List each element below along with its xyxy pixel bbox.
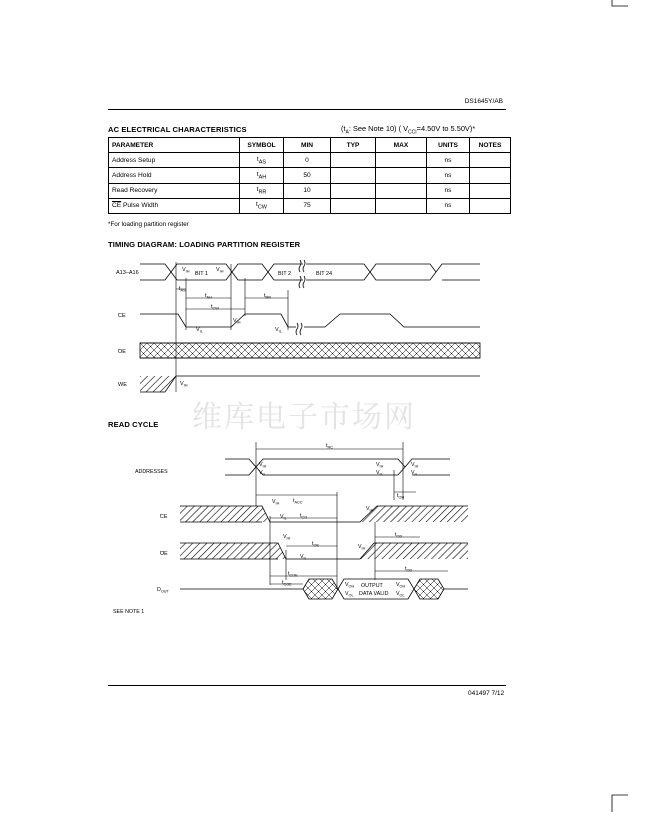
dout-transition-right — [414, 579, 444, 599]
t-acc-label: $t_{ACC}$ — [293, 498, 303, 505]
data-valid-label: DATA VALID — [359, 591, 389, 597]
symbol-cell: $t_{AS}$ — [240, 153, 284, 168]
signal-dout: $D_{OUT}$ — [157, 587, 169, 594]
read-cycle-title: READ CYCLE — [108, 420, 159, 429]
oe-hatch-right — [360, 543, 468, 559]
vih-label: $V_{IH}$ — [283, 534, 291, 541]
symbol-cell: $t_{RR}$ — [240, 183, 284, 198]
vih-label: $V_{IH}$ — [233, 318, 241, 325]
table-footnote: *For loading partition register — [108, 221, 189, 228]
oe-dont-care-region — [140, 343, 480, 358]
output-label: OUTPUT — [361, 583, 383, 589]
ac-section-title: AC ELECTRICAL CHARACTERISTICS — [108, 125, 247, 134]
col-typ: TYP — [331, 138, 376, 153]
vih-label: $V_{IH}$ — [180, 381, 188, 388]
vil-label: $V_{IL}$ — [280, 514, 287, 521]
vol-label: $V_{OL}$ — [396, 591, 405, 598]
min-cell: 50 — [284, 168, 331, 183]
see-note-label: SEE NOTE 1 — [113, 609, 145, 615]
vil-label: $V_{IL}$ — [376, 470, 383, 477]
t-ah-label: $t_{AH}$ — [205, 293, 212, 300]
signal-we: WE — [118, 382, 127, 388]
min-cell: 0 — [284, 153, 331, 168]
voh-label: $V_{OH}$ — [396, 582, 406, 589]
read-signal-oe: OE — [160, 551, 168, 557]
t-rc-label: $t_{RC}$ — [326, 443, 333, 450]
col-symbol: SYMBOL — [240, 138, 284, 153]
address-waveform — [140, 260, 480, 288]
vih-label: $V_{IH}$ — [182, 267, 190, 274]
bit2-label: BIT 2 — [278, 271, 292, 277]
signal-ce: CE — [118, 313, 126, 319]
t-oh-label: $t_{OH}$ — [397, 493, 405, 500]
t-oe-label: $t_{OE}$ — [312, 541, 319, 548]
read-address-waveform — [225, 459, 256, 475]
voh-label: $V_{OH}$ — [345, 582, 355, 589]
bit1-label: BIT 1 — [195, 271, 209, 277]
vil-label: $V_{IL}$ — [411, 470, 418, 477]
signal-a13-a16: A13–A16 — [116, 270, 139, 276]
corner-mark-top — [612, 0, 628, 6]
param-cell: $\overline{CE}$ Pulse Width — [109, 198, 240, 213]
t-cw-label: $t_{CW}$ — [211, 304, 219, 311]
vih-label: $V_{IH}$ — [216, 267, 224, 274]
footer-rule — [108, 685, 506, 686]
signal-oe: OE — [118, 349, 126, 355]
col-min: MIN — [284, 138, 331, 153]
units-cell: ns — [427, 198, 470, 213]
partition-register-timing — [140, 260, 480, 392]
dout-transition-left — [303, 579, 338, 599]
we-waveform — [140, 376, 480, 392]
units-cell: ns — [427, 183, 470, 198]
col-notes: NOTES — [470, 138, 511, 153]
param-cell: Read Recovery — [109, 183, 240, 198]
ce-hatch-left — [180, 506, 270, 522]
param-cell: Address Hold — [109, 168, 240, 183]
vih-label: $V_{IH}$ — [358, 544, 366, 551]
t-rr-label: $t_{RR}$ — [264, 293, 272, 300]
read-signal-ce: CE — [160, 514, 168, 520]
ce-hatch-right — [360, 506, 468, 522]
t-od-label: $t_{OD}$ — [405, 566, 413, 573]
t-od-label: $t_{OD}$ — [395, 532, 403, 539]
vil-label: $V_{IL}$ — [259, 470, 266, 477]
signal-addresses: ADDRESSES — [135, 469, 168, 475]
timing-labels — [116, 267, 332, 388]
vil-label: $V_{IL}$ — [300, 554, 307, 561]
param-cell: Address Setup — [109, 153, 240, 168]
t-co-label: $t_{CO}$ — [300, 513, 308, 520]
t-coe-label: $t_{COE}$ — [282, 580, 292, 587]
ce-waveform-cont — [304, 314, 480, 327]
vil-label: $V_{IL}$ — [196, 327, 203, 334]
t-coe-label: $t_{COE}$ — [288, 571, 298, 578]
vih-label: $V_{IH}$ — [259, 462, 267, 469]
bit24-label: BIT 24 — [316, 271, 333, 277]
vih-label: $V_{IH}$ — [366, 506, 374, 513]
footer-code: 041497 7/12 — [468, 690, 505, 697]
corner-mark-bottom — [612, 795, 628, 812]
min-cell: 10 — [284, 183, 331, 198]
col-units: UNITS — [427, 138, 470, 153]
vol-label: $V_{OL}$ — [345, 591, 354, 598]
watermark: 维库电子市场网 — [192, 400, 416, 435]
symbol-cell: $t_{AH}$ — [240, 168, 284, 183]
vil-label: $V_{IL}$ — [275, 327, 282, 334]
symbol-cell: $t_{CW}$ — [240, 198, 284, 213]
test-conditions: ($t_A$: See Note 10) ( $V_{CCI}=4.50V$ to 5.50V)* — [341, 124, 476, 136]
col-max: MAX — [376, 138, 427, 153]
vih-label: $V_{IH}$ — [272, 499, 280, 506]
vih-label: $V_{IH}$ — [411, 462, 419, 469]
units-cell: ns — [427, 153, 470, 168]
ce-waveform — [140, 314, 296, 327]
timing-diagram-title: TIMING DIAGRAM: LOADING PARTITION REGISTER — [108, 240, 301, 249]
document-id: DS1645Y/AB — [464, 98, 503, 105]
vih-label: $V_{IH}$ — [376, 462, 384, 469]
col-parameter: PARAMETER — [109, 138, 240, 153]
read-cycle-timing — [180, 442, 468, 599]
t-as-label: $t_{AS}$ — [179, 286, 186, 293]
units-cell: ns — [427, 168, 470, 183]
min-cell: 75 — [284, 198, 331, 213]
